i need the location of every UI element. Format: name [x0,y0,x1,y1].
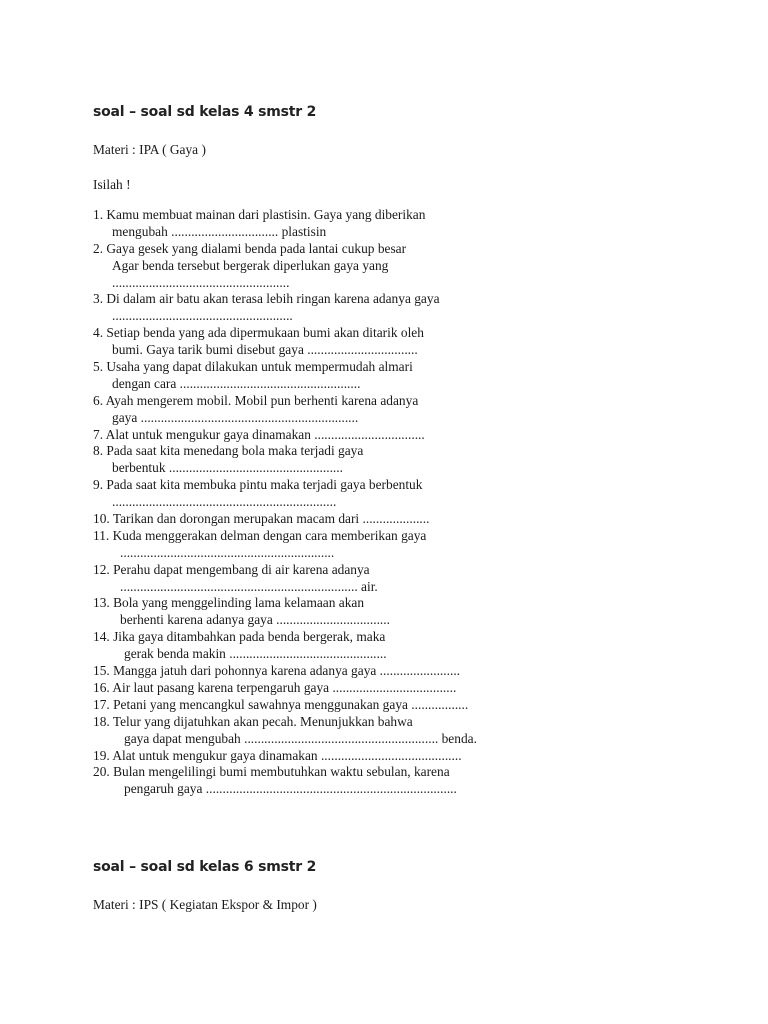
question-continuation-line: ....................................................................... air. [120,578,378,594]
section-1-materi: Materi : IPA ( Gaya ) [93,142,206,157]
question-continuation-line: berbentuk .................................................... [112,460,343,476]
section-2-heading: soal – soal sd kelas 6 smstr 2 [93,859,317,875]
question-line: 11. Kuda menggerakan delman dengan cara memberikan gaya [93,527,427,543]
question-continuation-line: pengaruh gaya ........................................................................... [124,781,457,797]
question-line: 6. Ayah mengerem mobil. Mobil pun berhenti karena adanya [93,392,419,408]
question-continuation-line: bumi. Gaya tarik bumi disebut gaya ................................. [112,342,418,358]
question-line: 15. Mangga jatuh dari pohonnya karena adanya gaya ........................ [93,663,461,679]
question-continuation-line: gaya dapat mengubah .......................................................... benda. [124,730,477,746]
question-continuation-line: berhenti karena adanya gaya .................................. [120,612,390,628]
question-continuation-line: gaya ................................................................. [112,409,359,425]
section-2-materi: Materi : IPS ( Kegiatan Ekspor & Impor ) [93,897,317,912]
question-continuation-line: Agar benda tersebut bergerak diperlukan gaya yang [112,257,389,273]
question-line: 4. Setiap benda yang ada dipermukaan bumi akan ditarik oleh [93,325,424,341]
question-continuation-line: ................................................................... [112,494,337,510]
question-line: 12. Perahu dapat mengembang di air karena adanya [93,561,370,577]
question-line: 17. Petani yang mencangkul sawahnya menggunakan gaya ................. [93,696,469,712]
question-line: 9. Pada saat kita membuka pintu maka terjadi gaya berbentuk [93,477,423,493]
section-1-heading: soal – soal sd kelas 4 smstr 2 [93,104,317,120]
question-line: 3. Di dalam air batu akan terasa lebih ringan karena adanya gaya [93,291,440,307]
question-line: 7. Alat untuk mengukur gaya dinamakan ................................. [93,426,425,442]
section-1-instruction: Isilah ! [93,177,131,192]
question-line: 10. Tarikan dan dorongan merupakan macam dari .................... [93,511,430,527]
question-line: 16. Air laut pasang karena terpengaruh gaya ..................................... [93,679,457,695]
question-line: 18. Telur yang dijatuhkan akan pecah. Menunjukkan bahwa [93,713,413,729]
question-line: 5. Usaha yang dapat dilakukan untuk mempermudah almari [93,359,413,375]
question-continuation-line: dengan cara ...................................................... [112,375,361,391]
question-continuation-line: ................................................................ [120,544,335,560]
question-line: 13. Bola yang menggelinding lama kelamaan akan [93,595,365,611]
question-continuation-line: gerak benda makin ............................................... [124,646,387,662]
question-continuation-line: ...................................................... [112,308,293,324]
question-line: 20. Bulan mengelilingi bumi membutuhkan waktu sebulan, karena [93,764,450,780]
question-line: 19. Alat untuk mengukur gaya dinamakan .......................................... [93,747,462,763]
question-continuation-line: mengubah ................................ plastisin [112,223,327,239]
question-line: 1. Kamu membuat mainan dari plastisin. Gaya yang diberikan [93,207,426,222]
question-line: 2. Gaya gesek yang dialami benda pada lantai cukup besar [93,240,407,256]
question-list [93,207,713,798]
question-line: 8. Pada saat kita menedang bola maka terjadi gaya [93,443,364,459]
question-continuation-line: ..................................................... [112,274,290,290]
question-line: 14. Jika gaya ditambahkan pada benda bergerak, maka [93,629,386,645]
